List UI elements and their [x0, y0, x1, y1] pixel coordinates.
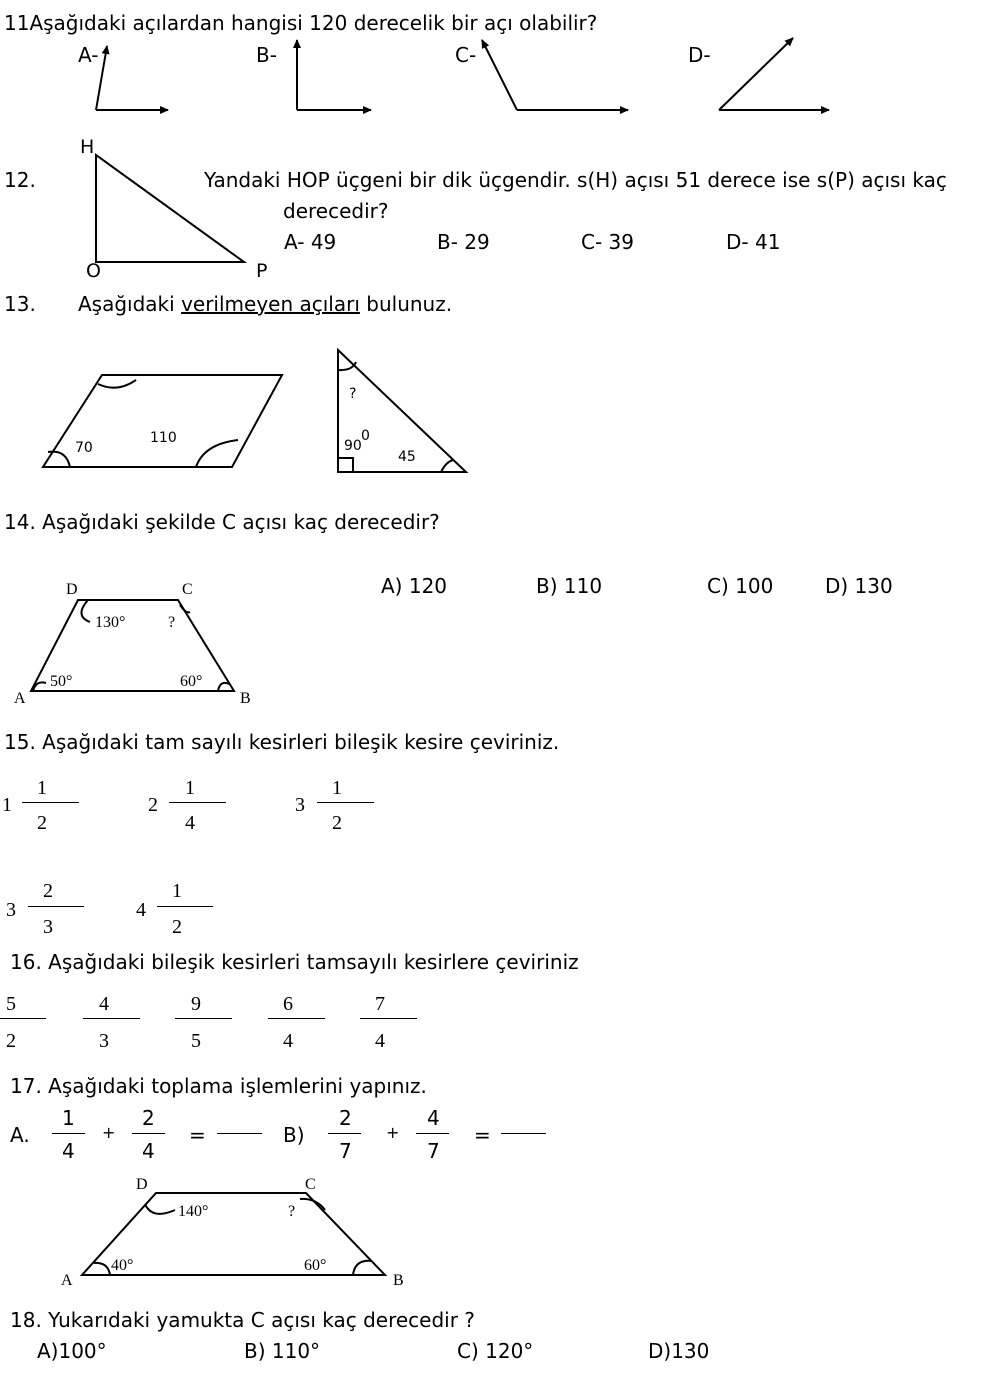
q15-denominator: 2	[332, 812, 342, 834]
fraction-bar	[175, 1018, 232, 1019]
q14-vertex-a: A	[14, 690, 26, 707]
fraction-bar	[328, 1133, 361, 1134]
q11-option-c: C-	[455, 43, 477, 67]
q16-denominator: 5	[191, 1030, 201, 1052]
q11-option-d: D-	[688, 43, 711, 67]
q17-a-answer-blank	[217, 1133, 262, 1134]
q15-whole: 1	[2, 794, 12, 816]
q18-vertex-a: A	[61, 1272, 73, 1289]
q14-vertex-b: B	[240, 690, 251, 707]
q15-whole: 3	[6, 899, 16, 921]
equals-sign: =	[189, 1123, 206, 1147]
plus-sign: +	[102, 1123, 116, 1142]
fraction-bar	[52, 1133, 85, 1134]
q16-numerator: 5	[6, 993, 16, 1015]
q17-text: 17. Aşağıdaki toplama işlemlerini yapınız.	[10, 1074, 427, 1098]
q16-denominator: 2	[6, 1030, 16, 1052]
q18-text: 18. Yukarıdaki yamukta C açısı kaç derecedir ?	[10, 1308, 475, 1332]
q14-angle-d: 130°	[95, 614, 126, 631]
q17-a-den1: 4	[62, 1139, 75, 1163]
q17-b-answer-blank	[501, 1133, 546, 1134]
q14-angle-c: ?	[168, 614, 176, 631]
q15-numerator: 1	[332, 777, 342, 799]
q18-angle-b: 60°	[304, 1257, 327, 1274]
q18-option-c: C) 120°	[457, 1339, 534, 1363]
fraction-bar	[157, 906, 213, 907]
q12-label-h: H	[80, 136, 95, 158]
q16-numerator: 6	[283, 993, 293, 1015]
q11-angle-a	[96, 46, 168, 110]
fraction-bar	[416, 1133, 449, 1134]
q17-b-num1: 2	[339, 1106, 352, 1130]
q17-b-den2: 7	[427, 1139, 440, 1163]
q12-option-d: D- 41	[726, 230, 781, 254]
q11-angle-c	[482, 40, 628, 110]
q11-option-b: B-	[256, 43, 277, 67]
q12-option-b: B- 29	[437, 230, 490, 254]
plus-sign: +	[386, 1123, 400, 1142]
q13-text	[78, 294, 452, 314]
q12-line1: Yandaki HOP üçgeni bir dik üçgendir. s(H) açısı 51 derece ise s(P) açısı kaç	[204, 168, 947, 192]
q15-denominator: 2	[172, 916, 182, 938]
q12-label-o: O	[86, 260, 101, 282]
q18-angle-a: 40°	[111, 1257, 134, 1274]
q13-angle-70: 70	[75, 440, 93, 456]
q14-angle-a: 50°	[50, 673, 73, 690]
equals-sign: =	[474, 1123, 491, 1147]
q16-denominator: 4	[375, 1030, 385, 1052]
q17-label-a: A.	[10, 1123, 30, 1147]
q14-vertex-d: D	[66, 581, 78, 598]
q11-text: 11Aşağıdaki açılardan hangisi 120 derecelik bir açı olabilir?	[4, 11, 598, 35]
q15-whole: 2	[148, 794, 158, 816]
q16-denominator: 3	[99, 1030, 109, 1052]
q11-option-a: A-	[78, 43, 99, 67]
q18-option-b: B) 110°	[244, 1339, 321, 1363]
q16-numerator: 7	[375, 993, 385, 1015]
q15-denominator: 4	[185, 812, 195, 834]
q13-text-underlined: verilmeyen açıları	[181, 292, 360, 316]
q15-numerator: 2	[43, 880, 53, 902]
q18-vertex-c: C	[305, 1176, 316, 1193]
q17-label-b: B)	[283, 1123, 305, 1147]
q15-numerator: 1	[37, 777, 47, 799]
q18-vertex-b: B	[393, 1272, 404, 1289]
q17-a-num2: 2	[142, 1106, 155, 1130]
fraction-bar	[268, 1018, 325, 1019]
q17-b-den1: 7	[339, 1139, 352, 1163]
q16-text: 16. Aşağıdaki bileşik kesirleri tamsayılı kesirlere çeviriniz	[10, 950, 579, 974]
q18-option-a: A)100°	[37, 1339, 107, 1363]
q14-option-d: D) 130	[825, 574, 893, 598]
fraction-bar	[317, 802, 374, 803]
q18-option-d: D)130	[648, 1339, 710, 1363]
q12-option-c: C- 39	[581, 230, 634, 254]
q14-option-a: A) 120	[381, 574, 448, 598]
q18-vertex-d: D	[136, 1176, 148, 1193]
q16-numerator: 4	[99, 993, 109, 1015]
q16-numerator: 9	[191, 993, 201, 1015]
q14-vertex-c: C	[182, 581, 193, 598]
q15-whole: 4	[136, 899, 146, 921]
fraction-bar	[28, 906, 84, 907]
fraction-bar	[0, 1018, 46, 1019]
q18-angle-c: ?	[288, 1203, 296, 1220]
q18-angle-d: 140°	[178, 1203, 209, 1220]
q15-numerator: 1	[185, 777, 195, 799]
q13-unknown: ?	[349, 386, 357, 402]
fraction-bar	[83, 1018, 140, 1019]
q14-angle-b: 60°	[180, 673, 203, 690]
q14-text: 14. Aşağıdaki şekilde C açısı kaç derecedir?	[4, 510, 440, 534]
q15-denominator: 2	[37, 812, 47, 834]
q11-angle-b	[297, 40, 371, 110]
q13-text-pre: Aşağıdaki	[78, 292, 175, 316]
fraction-bar	[132, 1133, 165, 1134]
q12-option-a: A- 49	[284, 230, 337, 254]
q13-text-post: bulunuz.	[366, 292, 453, 316]
fraction-bar	[22, 802, 79, 803]
q14-option-c: C) 100	[707, 574, 774, 598]
q11-angle-d	[719, 38, 829, 110]
q14-option-b: B) 110	[536, 574, 603, 598]
q17-b-num2: 4	[427, 1106, 440, 1130]
q15-text: 15. Aşağıdaki tam sayılı kesirleri bileşik kesire çeviriniz.	[4, 730, 560, 754]
q15-denominator: 3	[43, 916, 53, 938]
fraction-bar	[360, 1018, 417, 1019]
q13-angle-110: 110	[150, 430, 177, 446]
q17-a-num1: 1	[62, 1106, 75, 1130]
q16-denominator: 4	[283, 1030, 293, 1052]
q15-whole: 3	[295, 794, 305, 816]
q17-a-den2: 4	[142, 1139, 155, 1163]
q13-degree-sup: 0	[361, 428, 370, 444]
q13-angle-45: 45	[398, 449, 416, 465]
q13-angle-90: 90	[344, 438, 362, 454]
fraction-bar	[169, 802, 226, 803]
q15-numerator: 1	[172, 880, 182, 902]
q12-line2: derecedir?	[283, 199, 389, 223]
q12-label-p: P	[256, 260, 268, 282]
q12-number: 12.	[4, 168, 36, 192]
q13-number: 13.	[4, 292, 36, 316]
